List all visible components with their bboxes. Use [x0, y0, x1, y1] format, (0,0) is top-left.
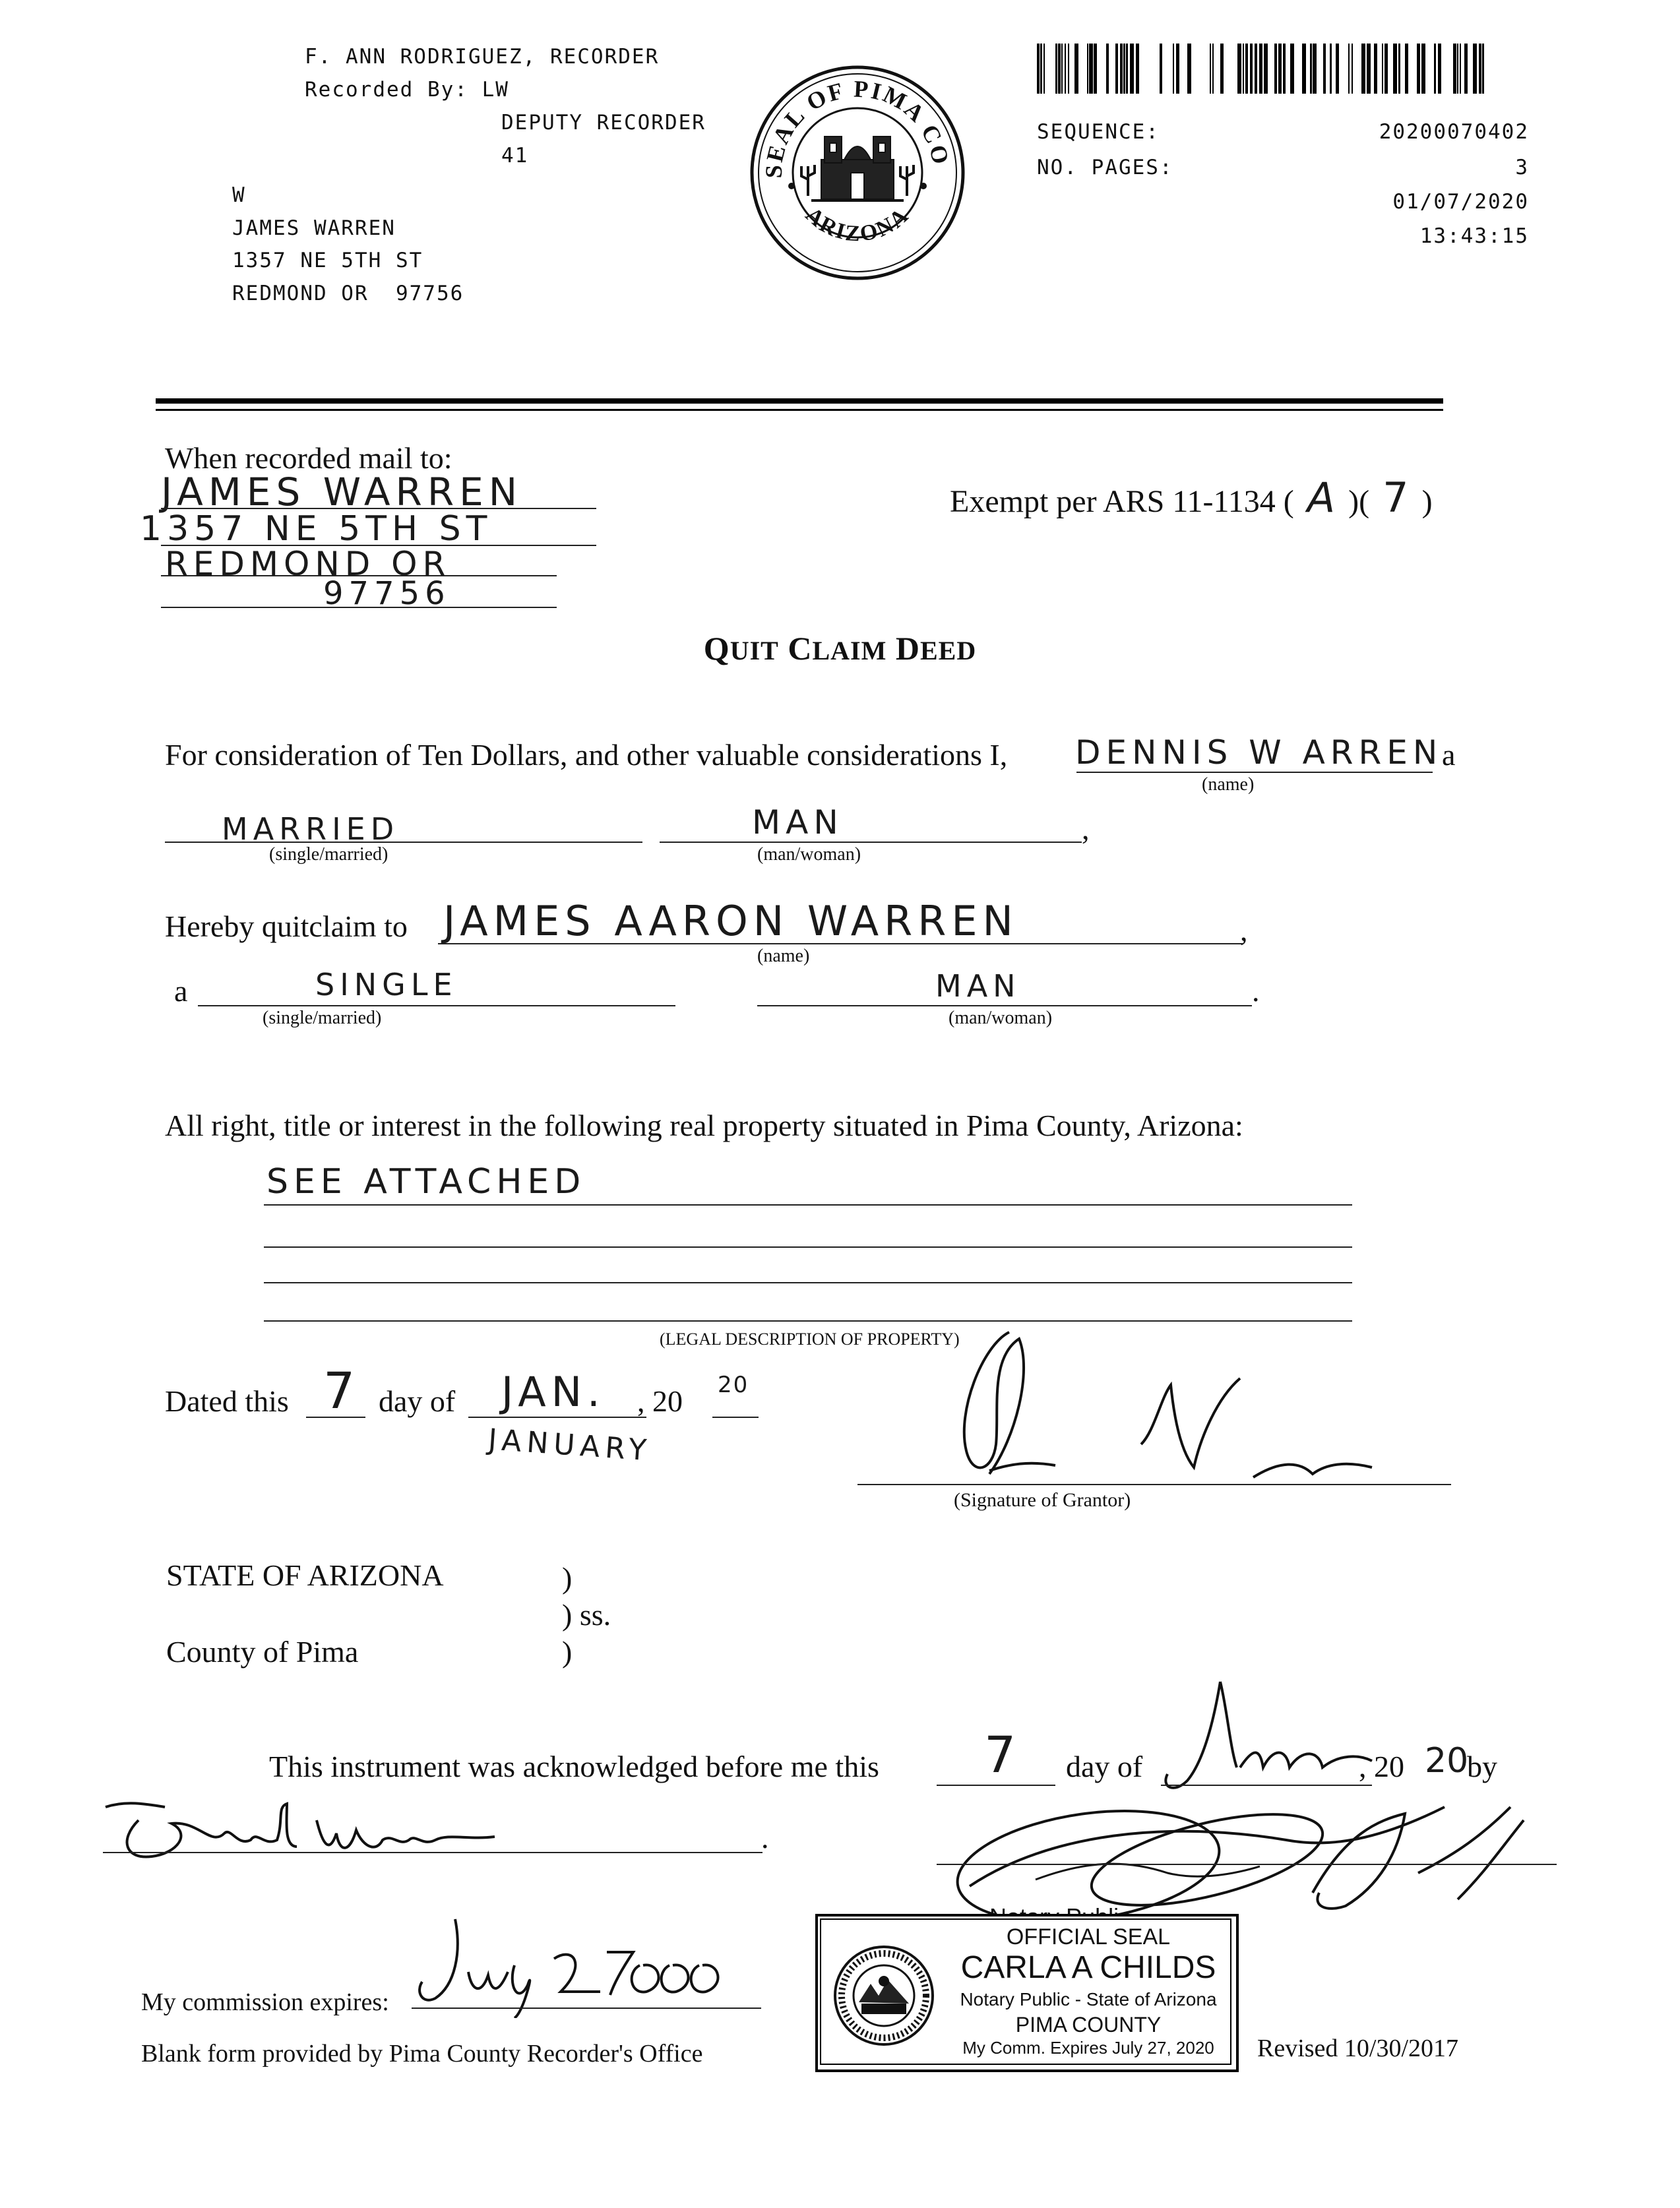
revised-note: Revised 10/30/2017: [1257, 2035, 1459, 2062]
dated-month-note: JANUARY: [487, 1423, 653, 1468]
county-seal-bottom-text: ARIZONA: [801, 202, 914, 247]
barcode-bar: [1160, 44, 1162, 94]
exempt-prefix: Exempt per ARS 11-1134 (: [950, 484, 1294, 519]
grantee-comma: ,: [1240, 913, 1248, 947]
barcode-bar: [1405, 44, 1408, 94]
mail-to-line1: JAMES WARREN: [161, 470, 523, 514]
barcode-bar: [1126, 44, 1128, 94]
barcode-bar: [1087, 44, 1088, 94]
ack-day: 7: [984, 1725, 1016, 1784]
title-eed: EED: [919, 636, 977, 665]
barcode-bar: [1037, 44, 1040, 94]
barcode-bar: [1274, 44, 1277, 94]
exempt-middle: )(: [1348, 484, 1370, 519]
grantor-gender-rule: [660, 842, 1082, 843]
barcode-bar: [1453, 44, 1456, 94]
recording-time: 13:43:15: [1419, 224, 1529, 248]
addressee-name: JAMES WARREN: [232, 216, 396, 240]
notary-seal-county: PIMA COUNTY: [1015, 2013, 1162, 2037]
ack-year-suffix: 20: [1425, 1741, 1469, 1781]
grantor-comma: ,: [1082, 812, 1090, 845]
grantor-status-caption: (single/married): [269, 844, 389, 865]
grantee-status-rule: [198, 1005, 675, 1006]
grantor-intro: For consideration of Ten Dollars, and other valuable considerations I,: [165, 738, 1008, 772]
barcode-bar: [1310, 44, 1312, 94]
recorder-name: F. ANN RODRIGUEZ, RECORDER: [305, 45, 660, 69]
grantor-status: MARRIED: [222, 811, 400, 847]
barcode-bar: [1482, 44, 1484, 94]
barcode-bar: [1323, 44, 1326, 94]
deputy-number: 41: [501, 143, 529, 168]
barcode-graphic: [1037, 44, 1485, 94]
barcode-bar: [1061, 44, 1063, 94]
barcode-bar: [1473, 44, 1477, 94]
notary-seal-stamp: [815, 1914, 1239, 2072]
grantee-name: JAMES AARON WARREN: [443, 897, 1018, 945]
grantee-name-rule: [438, 943, 1243, 944]
barcode-bar: [1438, 44, 1441, 94]
grantor-signature: [857, 1319, 1451, 1504]
barcode-bar: [1065, 44, 1066, 94]
dated-day: 7: [323, 1361, 356, 1420]
blank-form-note: Blank form provided by Pima County Recorder's Office: [141, 2040, 703, 2068]
venue-ss: ) ss.: [562, 1598, 611, 1632]
sequence-value: 20200070402: [1379, 120, 1529, 144]
commission-rule: [412, 2008, 761, 2009]
barcode-bar: [1212, 44, 1214, 94]
barcode-bar: [1173, 44, 1174, 94]
barcode-bar: [1264, 44, 1268, 94]
title-q: Q: [703, 630, 730, 667]
barcode-bar: [1348, 44, 1350, 94]
signature-rule: [857, 1484, 1451, 1485]
barcode-bar: [1040, 44, 1042, 94]
ack-day-rule: [937, 1785, 1055, 1786]
notary-seal-official: OFFICIAL SEAL: [1006, 1924, 1171, 1949]
barcode-bar: [1074, 44, 1078, 94]
barcode-bar: [1361, 44, 1365, 94]
barcode-bar: [1398, 44, 1400, 94]
grantee-name-caption: (name): [757, 946, 810, 966]
header-rule-thin: [156, 409, 1443, 411]
barcode-bar: [1313, 44, 1317, 94]
title-uit: UIT: [730, 636, 779, 665]
arizona-state-seal-icon: [831, 1943, 937, 2048]
addressee-code: W: [232, 183, 246, 207]
ack-year-prefix: , 20: [1359, 1750, 1404, 1783]
title-c: C: [788, 630, 813, 667]
barcode-bar: [1479, 44, 1481, 94]
barcode-bar: [1058, 44, 1061, 94]
barcode-bar: [1283, 44, 1286, 94]
acknowledged-signer-signature: [99, 1794, 600, 1873]
venue-county: County of Pima: [166, 1635, 359, 1669]
grantee-status: SINGLE: [315, 967, 458, 1002]
grantor-a: a: [1442, 738, 1456, 772]
venue-state: STATE OF ARIZONA: [166, 1558, 444, 1592]
barcode-bar: [1237, 44, 1241, 94]
property-intro: All right, title or interest in the following real property situated in Pima County, Arizona:: [165, 1109, 1243, 1142]
county-seal-graphic: [745, 61, 970, 285]
grantee-gender-rule: [757, 1005, 1252, 1006]
barcode-bar: [1352, 44, 1353, 94]
barcode-bar: [1421, 44, 1425, 94]
dated-day-of: day of: [379, 1384, 456, 1418]
barcode: [1037, 44, 1485, 94]
barcode-bar: [1367, 44, 1371, 94]
barcode-bar: [1130, 44, 1134, 94]
ack-signer-rule: [103, 1852, 762, 1853]
ack-period: .: [761, 1821, 769, 1855]
recorder-block: [305, 41, 659, 106]
barcode-bar: [1136, 44, 1139, 94]
grantee-gender: MAN: [935, 968, 1021, 1004]
dated-month: JAN.: [501, 1368, 606, 1416]
barcode-bar: [1417, 44, 1420, 94]
exempt-statement: [950, 474, 1433, 522]
header-rule-thick: [156, 398, 1443, 404]
barcode-bar: [1278, 44, 1282, 94]
barcode-bar: [1068, 44, 1069, 94]
property-caption: (LEGAL DESCRIPTION OF PROPERTY): [660, 1330, 960, 1349]
county-seal-top-text: SEAL OF PIMA CO: [760, 75, 955, 179]
ack-month-handwriting: [1148, 1669, 1385, 1800]
mail-to-line3: REDMOND OR: [165, 545, 451, 583]
property-rule1: [264, 1204, 1352, 1206]
mail-to-rule4: [161, 607, 557, 608]
barcode-bar: [1120, 44, 1123, 94]
barcode-bar: [1464, 44, 1468, 94]
barcode-bar: [1393, 44, 1397, 94]
barcode-bar: [1220, 44, 1224, 94]
title-d: D: [895, 630, 920, 667]
pages-label: NO. PAGES:: [1037, 156, 1173, 179]
barcode-bar: [1384, 44, 1388, 94]
dated-month-rule: [468, 1417, 646, 1418]
dated-year-rule: [712, 1417, 759, 1418]
grantee-gender-caption: (man/woman): [949, 1008, 1053, 1028]
venue-paren1: ): [562, 1561, 573, 1595]
barcode-bar: [1434, 44, 1436, 94]
grantee-status-caption: (single/married): [263, 1008, 382, 1028]
commission-date-handwriting: [409, 1913, 739, 2018]
barcode-bar: [1259, 44, 1262, 94]
notary-seal-title: Notary Public - State of Arizona: [960, 1989, 1217, 2009]
grantee-period: .: [1252, 974, 1260, 1008]
signature-caption: (Signature of Grantor): [954, 1489, 1131, 1511]
barcode-bar: [1176, 44, 1179, 94]
barcode-bar: [1210, 44, 1211, 94]
property-description: SEE ATTACHED: [266, 1162, 586, 1202]
barcode-bar: [1089, 44, 1093, 94]
grantor-gender-caption: (man/woman): [757, 844, 861, 865]
grantee-intro: Hereby quitclaim to: [165, 909, 408, 943]
svg-text:ARIZONA: [801, 202, 914, 247]
ack-text: This instrument was acknowledged before me this: [269, 1750, 879, 1783]
addressee-street: 1357 NE 5TH ST: [232, 249, 423, 273]
commission-label: My commission expires:: [141, 1988, 389, 2016]
addressee-city: REDMOND OR 97756: [232, 281, 464, 305]
addressee-block: [232, 179, 464, 310]
dated-day-rule: [306, 1417, 365, 1418]
barcode-bar: [1243, 44, 1244, 94]
barcode-bar: [1290, 44, 1294, 94]
ack-month-rule: [1161, 1785, 1372, 1786]
property-rule2: [264, 1246, 1352, 1248]
barcode-bar: [1330, 44, 1332, 94]
barcode-bar: [1336, 44, 1339, 94]
barcode-bar: [1382, 44, 1383, 94]
document-title: [0, 629, 1680, 667]
property-rule3: [264, 1282, 1352, 1283]
grantor-name-rule: [1076, 772, 1433, 773]
mail-to-line4: 97756: [323, 575, 451, 612]
deputy-block: [501, 107, 706, 172]
notary-seal-name: CARLA A CHILDS: [960, 1950, 1216, 1985]
exempt-letter: A: [1307, 474, 1336, 522]
deputy-label: DEPUTY RECORDER: [501, 111, 706, 135]
exempt-number: 7: [1383, 474, 1409, 522]
barcode-bar: [1115, 44, 1118, 94]
mail-to-label: When recorded mail to:: [165, 441, 452, 475]
grantor-name-caption: (name): [1202, 774, 1255, 795]
barcode-bar: [1255, 44, 1257, 94]
venue-paren3: ): [562, 1635, 573, 1669]
dated-prefix: Dated this: [165, 1384, 289, 1418]
barcode-bar: [1043, 44, 1045, 94]
dated-year-prefix: , 20: [637, 1384, 683, 1418]
ack-day-of: day of: [1066, 1750, 1143, 1783]
exempt-suffix: ): [1421, 484, 1433, 519]
barcode-bar: [1094, 44, 1097, 94]
barcode-bar: [1250, 44, 1253, 94]
notary-signature-rule: [937, 1864, 1557, 1865]
barcode-bar: [1187, 44, 1191, 94]
county-seal: [745, 61, 970, 285]
notary-seal-expires: My Comm. Expires July 27, 2020: [962, 2038, 1214, 2058]
grantor-gender: MAN: [752, 803, 844, 842]
barcode-bar: [1106, 44, 1109, 94]
barcode-bar: [1302, 44, 1306, 94]
barcode-bar: [1460, 44, 1461, 94]
barcode-bar: [1374, 44, 1377, 94]
mail-to-line2: 1357 NE 5TH ST: [140, 509, 493, 549]
grantor-name: DENNIS W ARREN: [1075, 733, 1443, 772]
recording-date: 01/07/2020: [1392, 190, 1529, 214]
barcode-bar: [1457, 44, 1458, 94]
sequence-label: SEQUENCE:: [1037, 120, 1160, 144]
grantor-status-rule: [165, 842, 642, 843]
grantee-a: a: [174, 974, 188, 1008]
recorded-by: Recorded By: LW: [305, 77, 509, 102]
ack-by: by: [1467, 1750, 1497, 1783]
pages-value: 3: [1515, 156, 1529, 179]
title-laim: LAIM: [812, 636, 887, 665]
barcode-bar: [1123, 44, 1125, 94]
barcode-bar: [1055, 44, 1057, 94]
barcode-bar: [1245, 44, 1248, 94]
dated-year-suffix: 20: [718, 1372, 749, 1398]
